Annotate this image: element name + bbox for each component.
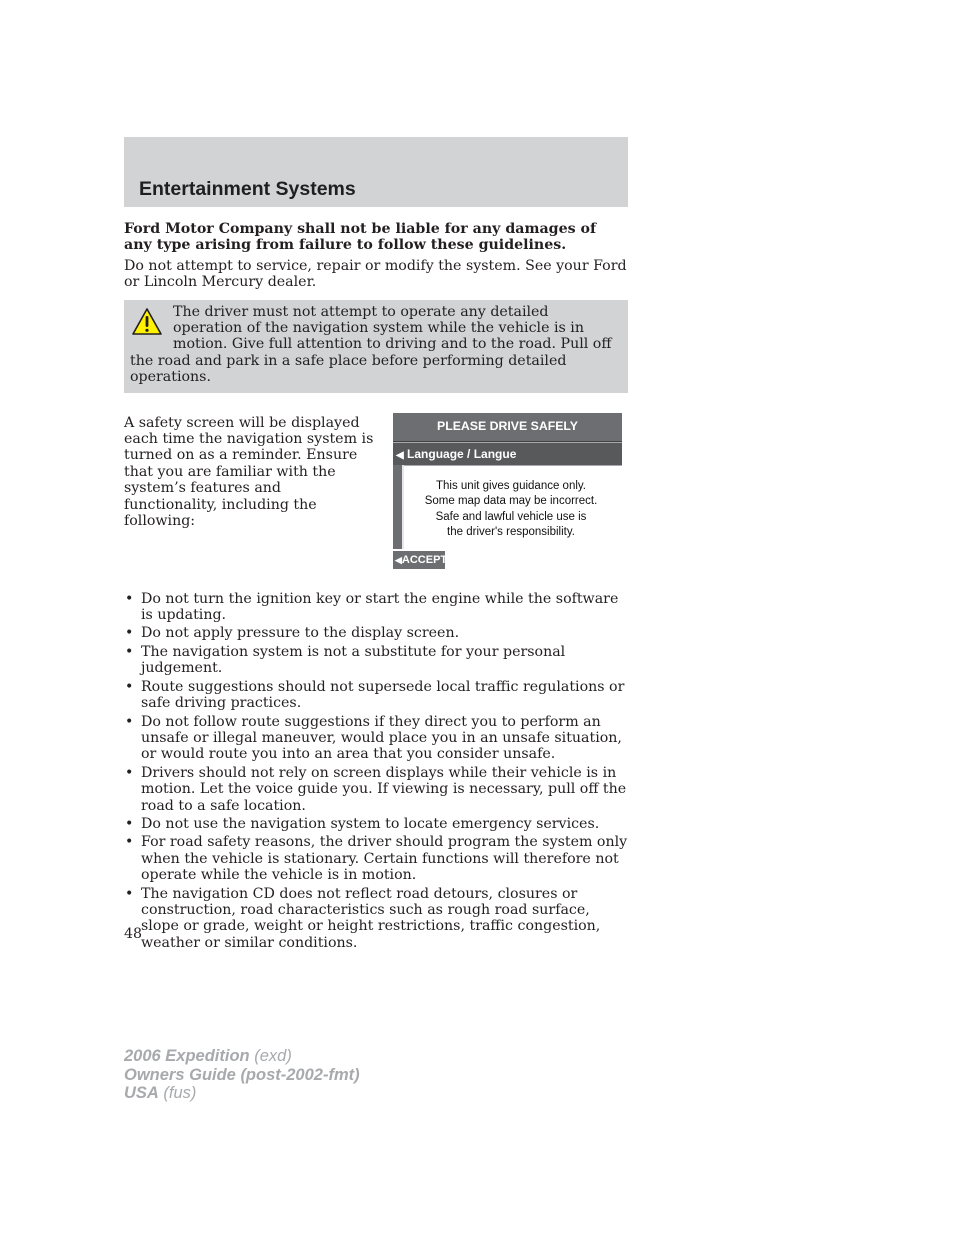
list-item xyxy=(124,591,628,624)
list-item xyxy=(124,714,628,763)
screen-title: PLEASE DRIVE SAFELY xyxy=(393,413,622,443)
screen-message-line: Safe and lawful vehicle use is xyxy=(435,510,587,523)
screen-message-line: This unit gives guidance only. xyxy=(435,479,586,492)
safety-screen-section xyxy=(124,415,628,575)
footer-line-model xyxy=(124,1047,360,1066)
list-item-text: Route suggestions should not supersede local traffic regulations or safe driving practices. xyxy=(141,678,625,712)
warning-triangle-icon xyxy=(131,307,163,337)
bullet-icon: • xyxy=(125,643,134,660)
list-item-text: For road safety reasons, the driver should program the system only when the vehicle is stationary. Certain functions will therefore not operate while the vehicle is in motion. xyxy=(141,834,628,884)
list-item-text: Do not follow route suggestions if they direct you to perform an unsafe or illegal maneuver, would place you in an unsafe situation, or would route you into an area that you consider unsafe. xyxy=(141,713,622,763)
screen-side-bar xyxy=(393,465,402,549)
list-item-text: The navigation CD does not reflect road detours, closures or construction, road characteristics such as rough road surface, slope or grade, weight or height restrictions, traffic congestion, weather or similar conditions. xyxy=(141,885,601,951)
list-item xyxy=(124,625,628,641)
section-title: Entertainment Systems xyxy=(139,178,356,200)
footer-line-market xyxy=(124,1084,360,1103)
list-item-text: Do not apply pressure to the display screen. xyxy=(141,625,460,642)
screen-message-line: the driver's responsibility. xyxy=(447,526,575,539)
list-item xyxy=(124,679,628,712)
bullet-icon: • xyxy=(125,590,134,607)
left-arrow-icon: ◀ xyxy=(396,449,404,461)
list-item-text: Drivers should not rely on screen displays while their vehicle is in motion. Let the voice guide you. If viewing is necessary, pull off the road to a safe location. xyxy=(141,764,627,814)
list-item-text: Do not turn the ignition key or start the engine while the software is updating. xyxy=(141,590,619,624)
accept-button-label: ACCEPT xyxy=(401,553,448,566)
footer-line-guide: Owners Guide (post-2002-fmt) xyxy=(124,1065,360,1084)
screen-message xyxy=(406,479,616,541)
list-item-text: The navigation system is not a substitute for your personal judgement. xyxy=(141,643,566,677)
list-item xyxy=(124,834,628,883)
left-arrow-icon: ◀ xyxy=(395,554,402,565)
document-footer xyxy=(124,1047,360,1103)
main-content xyxy=(124,221,628,953)
bullet-icon: • xyxy=(125,885,134,902)
bullet-icon: • xyxy=(125,834,134,851)
screen-side-bar-highlight xyxy=(402,465,404,549)
footer-model-code: (exd) xyxy=(249,1047,292,1065)
list-item xyxy=(124,765,628,814)
page-number: 48 xyxy=(124,926,143,942)
safety-screen-illustration xyxy=(393,413,622,571)
footer-market-name: USA xyxy=(124,1084,159,1103)
footer-model-name: 2006 Expedition xyxy=(124,1047,250,1065)
bullet-icon: • xyxy=(125,678,134,695)
accept-button[interactable] xyxy=(393,551,448,569)
list-item xyxy=(124,816,628,832)
warning-box xyxy=(124,300,628,393)
bullet-icon: • xyxy=(125,713,134,730)
bullet-icon: • xyxy=(125,815,134,832)
list-item xyxy=(124,886,628,952)
list-item-text: Do not use the navigation system to locate emergency services. xyxy=(141,815,600,832)
guideline-list xyxy=(124,591,628,952)
section-header xyxy=(124,137,628,207)
safety-screen-description: A safety screen will be displayed each time the navigation system is turned on as a reminder. Ensure that you are familiar with the system’s features and functionality, including the following: xyxy=(124,414,374,530)
language-button-label: Language / Langue xyxy=(407,446,517,461)
service-notice: Do not attempt to service, repair or modify the system. See your Ford or Lincoln Mercury dealer. xyxy=(124,257,627,291)
warning-text: The driver must not attempt to operate any detailed operation of the navigation system while the vehicle is in motion. Give full attention to driving and to the road. Pull off the road and park in a safe place before performing detailed operations. xyxy=(130,303,612,386)
screen-message-line: Some map data may be incorrect. xyxy=(424,495,598,508)
footer-market-code: (fus) xyxy=(158,1084,197,1103)
liability-notice: Ford Motor Company shall not be liable for any damages of any type arising from failure to follow these guidelines. xyxy=(124,221,597,254)
bullet-icon: • xyxy=(125,625,134,642)
bullet-icon: • xyxy=(125,764,134,781)
language-button[interactable] xyxy=(393,442,622,466)
list-item xyxy=(124,644,628,677)
